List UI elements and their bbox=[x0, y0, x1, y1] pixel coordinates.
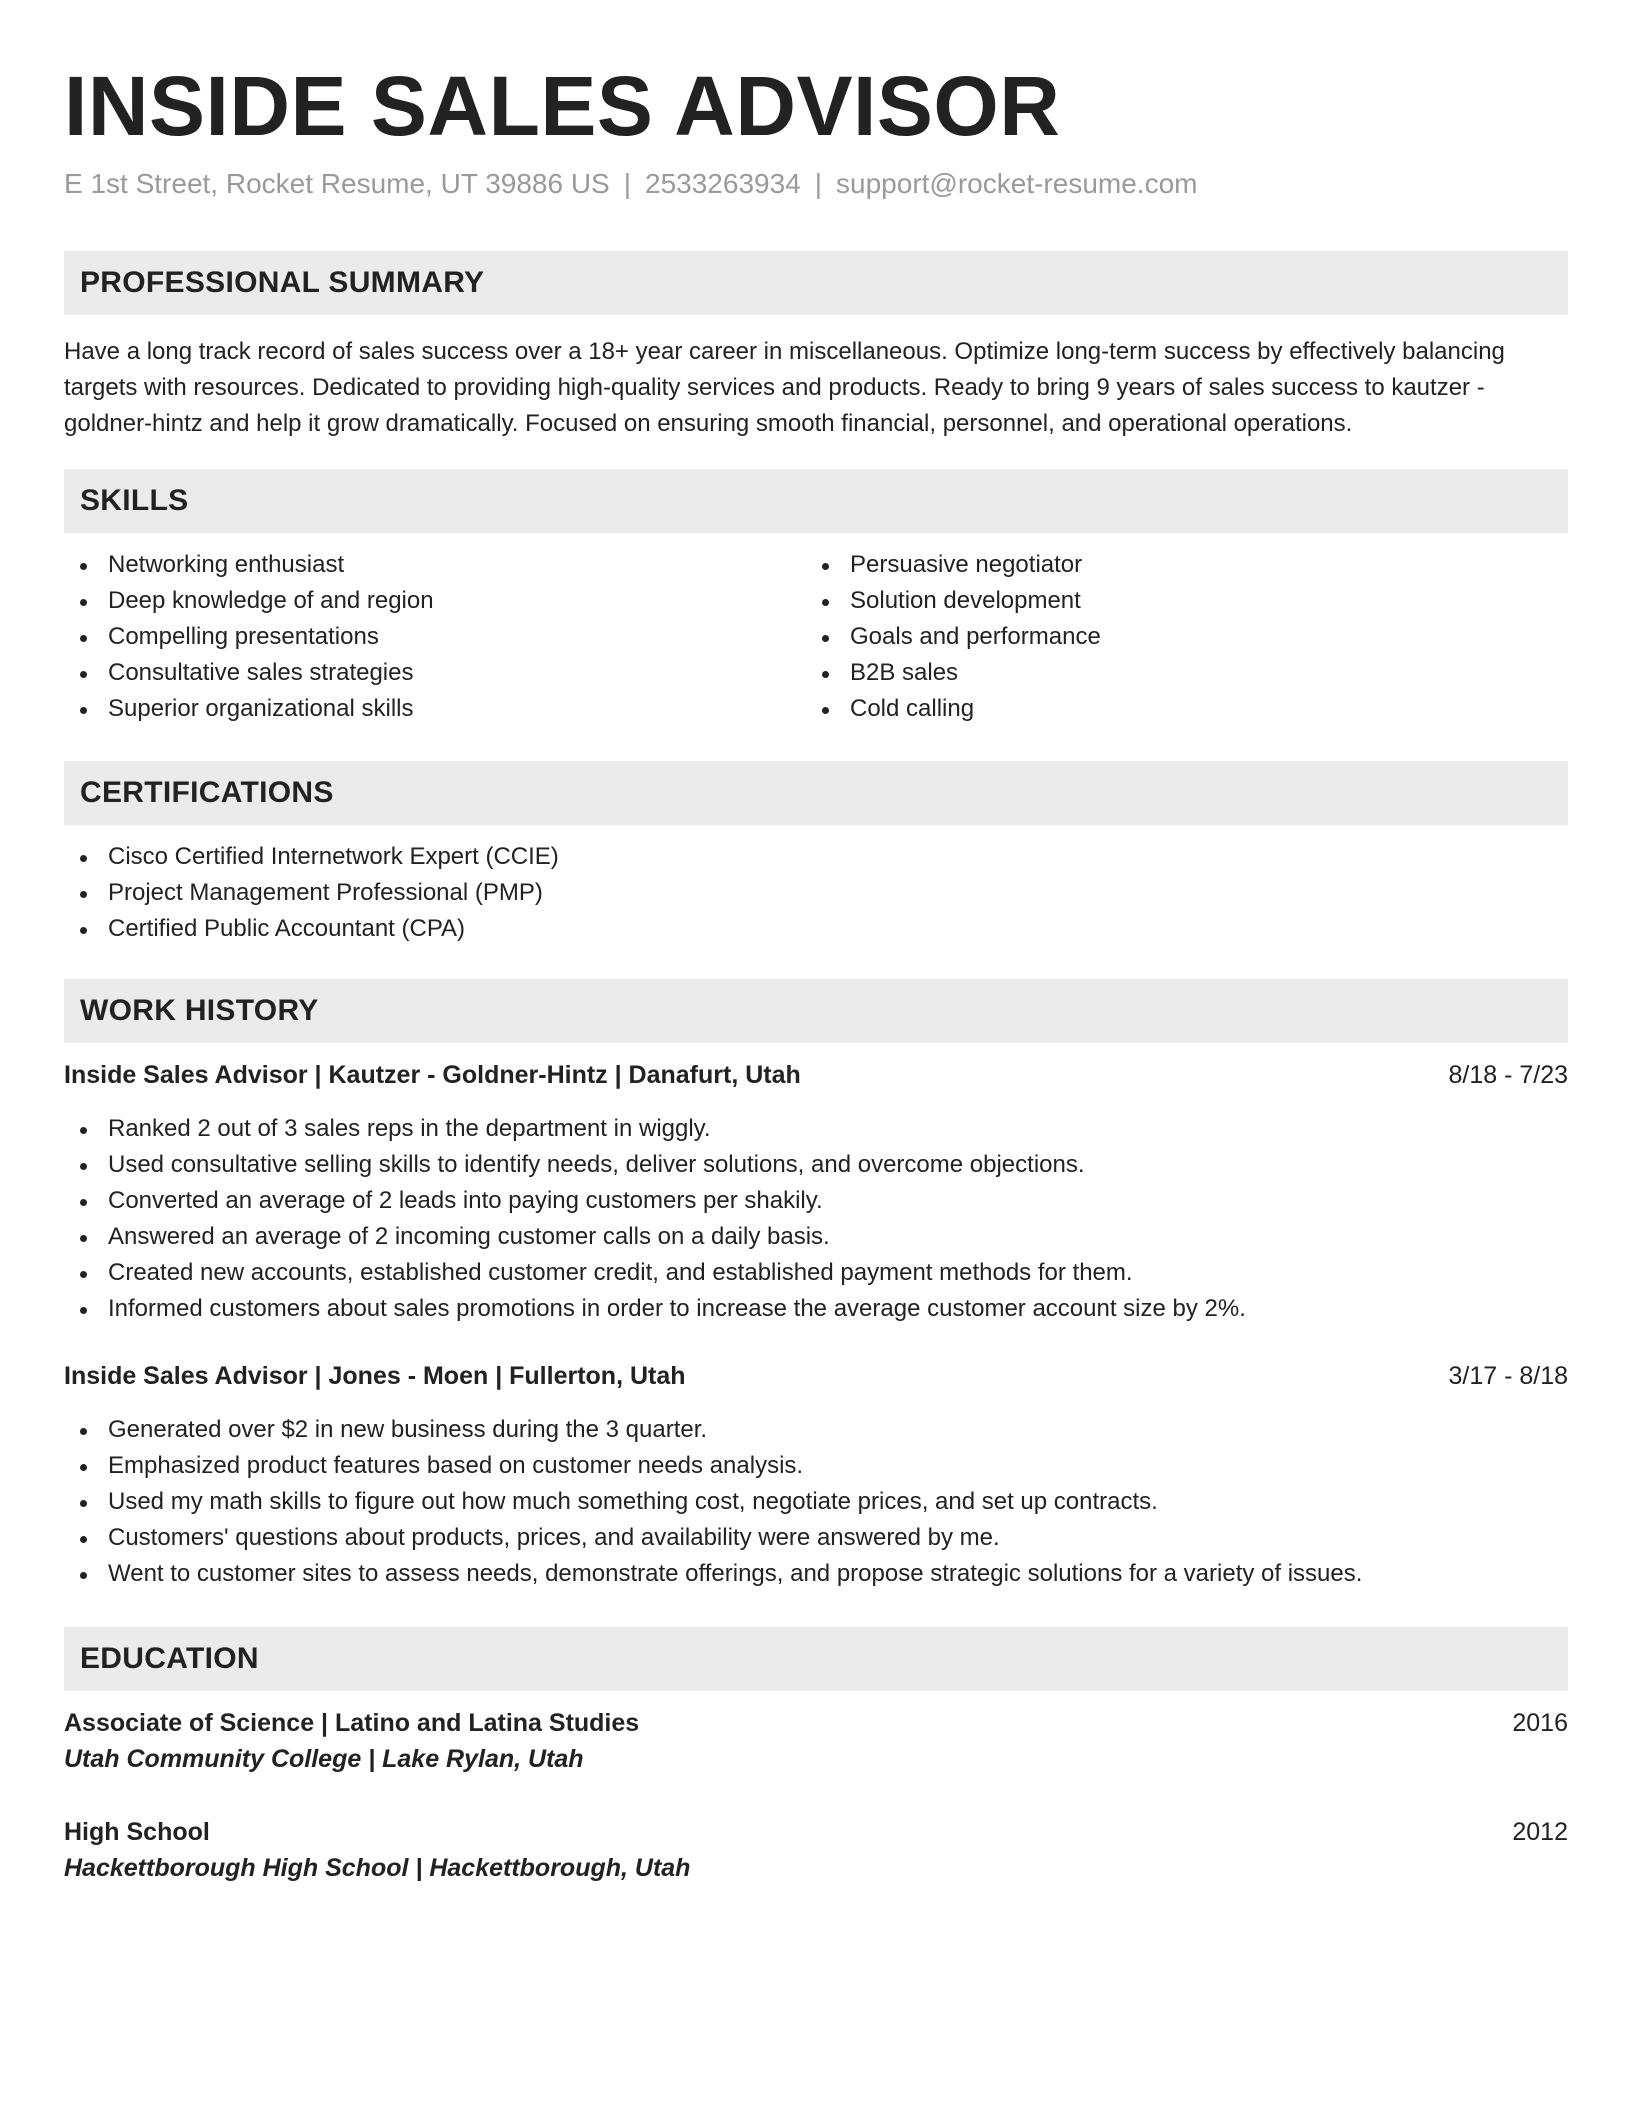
skill-text: Cold calling bbox=[850, 695, 975, 722]
job-dates: 3/17 - 8/18 bbox=[1448, 1362, 1568, 1390]
job-bullet bbox=[64, 1147, 1246, 1183]
education-year: 2012 bbox=[1512, 1818, 1568, 1846]
skills-heading: SKILLS bbox=[64, 469, 1568, 533]
job-bullet-text: Converted an average of 2 leads into paying customers per shakily. bbox=[108, 1187, 823, 1214]
contact-separator: | bbox=[814, 168, 823, 199]
job-bullet bbox=[64, 1111, 1246, 1147]
certification-item bbox=[64, 911, 559, 947]
bullet-dot bbox=[80, 671, 87, 678]
skill-text: Solution development bbox=[850, 587, 1081, 614]
job-bullet bbox=[64, 1556, 1362, 1592]
job-bullet-text: Created new accounts, established customer credit, and established payment methods for them. bbox=[108, 1259, 1133, 1286]
bullet-dot bbox=[822, 671, 829, 678]
skill-item bbox=[64, 547, 434, 583]
contact-separator: | bbox=[623, 168, 632, 199]
bullet-dot bbox=[80, 635, 87, 642]
job-bullet-text: Informed customers about sales promotions in order to increase the average customer account size by 2%. bbox=[108, 1295, 1246, 1322]
job-bullet bbox=[64, 1412, 1362, 1448]
education-school: Hackettborough High School | Hackettborough, Utah bbox=[64, 1854, 691, 1882]
certification-text: Cisco Certified Internetwork Expert (CCIE) bbox=[108, 843, 559, 870]
contact-line bbox=[64, 166, 1197, 202]
bullet-dot bbox=[80, 707, 87, 714]
bullet-dot bbox=[80, 1307, 87, 1314]
bullet-dot bbox=[80, 1500, 87, 1507]
certification-item bbox=[64, 875, 559, 911]
job-bullet bbox=[64, 1520, 1362, 1556]
job-bullet-text: Used my math skills to figure out how much something cost, negotiate prices, and set up contracts. bbox=[108, 1488, 1158, 1515]
skill-item bbox=[806, 547, 1101, 583]
certifications-list bbox=[64, 839, 559, 947]
certification-text: Project Management Professional (PMP) bbox=[108, 879, 543, 906]
skill-text: Superior organizational skills bbox=[108, 695, 414, 722]
skill-item bbox=[64, 619, 434, 655]
education-year: 2016 bbox=[1512, 1709, 1568, 1737]
job-bullet-text: Customers' questions about products, prices, and availability were answered by me. bbox=[108, 1524, 1000, 1551]
job-dates: 8/18 - 7/23 bbox=[1448, 1061, 1568, 1089]
bullet-dot bbox=[80, 1572, 87, 1579]
bullet-dot bbox=[80, 563, 87, 570]
summary-heading: PROFESSIONAL SUMMARY bbox=[64, 251, 1568, 315]
job-bullet bbox=[64, 1448, 1362, 1484]
skill-text: Deep knowledge of and region bbox=[108, 587, 434, 614]
bullet-dot bbox=[80, 1428, 87, 1435]
job-bullet bbox=[64, 1484, 1362, 1520]
job-bullet bbox=[64, 1183, 1246, 1219]
job-bullet-text: Went to customer sites to assess needs, demonstrate offerings, and propose strategic solutions for a variety of issues. bbox=[108, 1560, 1363, 1587]
job-bullet-text: Emphasized product features based on customer needs analysis. bbox=[108, 1452, 804, 1479]
certifications-heading: CERTIFICATIONS bbox=[64, 761, 1568, 825]
contact-address: E 1st Street, Rocket Resume, UT 39886 US bbox=[64, 168, 610, 199]
job-bullet-text: Generated over $2 in new business during the 3 quarter. bbox=[108, 1416, 708, 1443]
skills-list-left bbox=[64, 547, 434, 727]
job-bullet bbox=[64, 1255, 1246, 1291]
job-bullet bbox=[64, 1291, 1246, 1327]
bullet-dot bbox=[80, 599, 87, 606]
job-bullets bbox=[64, 1111, 1246, 1327]
skill-item bbox=[806, 691, 1101, 727]
contact-phone: 2533263934 bbox=[645, 168, 801, 199]
skill-text: Goals and performance bbox=[850, 623, 1101, 650]
candidate-name: INSIDE SALES ADVISOR bbox=[64, 59, 1061, 153]
bullet-dot bbox=[80, 1127, 87, 1134]
bullet-dot bbox=[80, 1271, 87, 1278]
skills-list-right bbox=[806, 547, 1101, 727]
bullet-dot bbox=[80, 1163, 87, 1170]
bullet-dot bbox=[80, 1199, 87, 1206]
bullet-dot bbox=[822, 599, 829, 606]
skill-text: Networking enthusiast bbox=[108, 551, 345, 578]
bullet-dot bbox=[80, 891, 87, 898]
education-school: Utah Community College | Lake Rylan, Utah bbox=[64, 1745, 584, 1773]
bullet-dot bbox=[80, 1235, 87, 1242]
bullet-dot bbox=[822, 707, 829, 714]
skill-item bbox=[64, 691, 434, 727]
education-degree: Associate of Science | Latino and Latina Studies bbox=[64, 1709, 640, 1737]
bullet-dot bbox=[822, 563, 829, 570]
summary-text: Have a long track record of sales success over a 18+ year career in miscellaneous. Optimize long-term success by effectively balancing targets with resources. Dedicated to providing high-quality services and products. Ready to bring 9 years of sales success to kautzer - goldner-hintz and help it grow dramatically. Focused on ensuring smooth financial, personnel, and operational operations. bbox=[64, 338, 1505, 437]
skill-item bbox=[64, 655, 434, 691]
job-bullet-text: Answered an average of 2 incoming customer calls on a daily basis. bbox=[108, 1223, 830, 1250]
skill-item bbox=[806, 619, 1101, 655]
skill-text: B2B sales bbox=[850, 659, 959, 686]
job-bullets bbox=[64, 1412, 1362, 1592]
bullet-dot bbox=[80, 855, 87, 862]
work-history-heading: WORK HISTORY bbox=[64, 979, 1568, 1043]
skill-text: Compelling presentations bbox=[108, 623, 379, 650]
bullet-dot bbox=[80, 1464, 87, 1471]
skill-item bbox=[806, 583, 1101, 619]
education-heading: EDUCATION bbox=[64, 1627, 1568, 1691]
skill-text: Consultative sales strategies bbox=[108, 659, 414, 686]
certification-item bbox=[64, 839, 559, 875]
skill-item bbox=[806, 655, 1101, 691]
job-bullet-text: Ranked 2 out of 3 sales reps in the department in wiggly. bbox=[108, 1115, 711, 1142]
education-degree: High School bbox=[64, 1818, 210, 1846]
bullet-dot bbox=[80, 927, 87, 934]
job-bullet-text: Used consultative selling skills to identify needs, deliver solutions, and overcome objections. bbox=[108, 1151, 1085, 1178]
bullet-dot bbox=[822, 635, 829, 642]
bullet-dot bbox=[80, 1536, 87, 1543]
skill-text: Persuasive negotiator bbox=[850, 551, 1083, 578]
skill-item bbox=[64, 583, 434, 619]
job-title: Inside Sales Advisor | Kautzer - Goldner-Hintz | Danafurt, Utah bbox=[64, 1061, 801, 1089]
contact-email: support@rocket-resume.com bbox=[836, 168, 1198, 199]
job-bullet bbox=[64, 1219, 1246, 1255]
certification-text: Certified Public Accountant (CPA) bbox=[108, 915, 466, 942]
job-title: Inside Sales Advisor | Jones - Moen | Fullerton, Utah bbox=[64, 1362, 686, 1390]
